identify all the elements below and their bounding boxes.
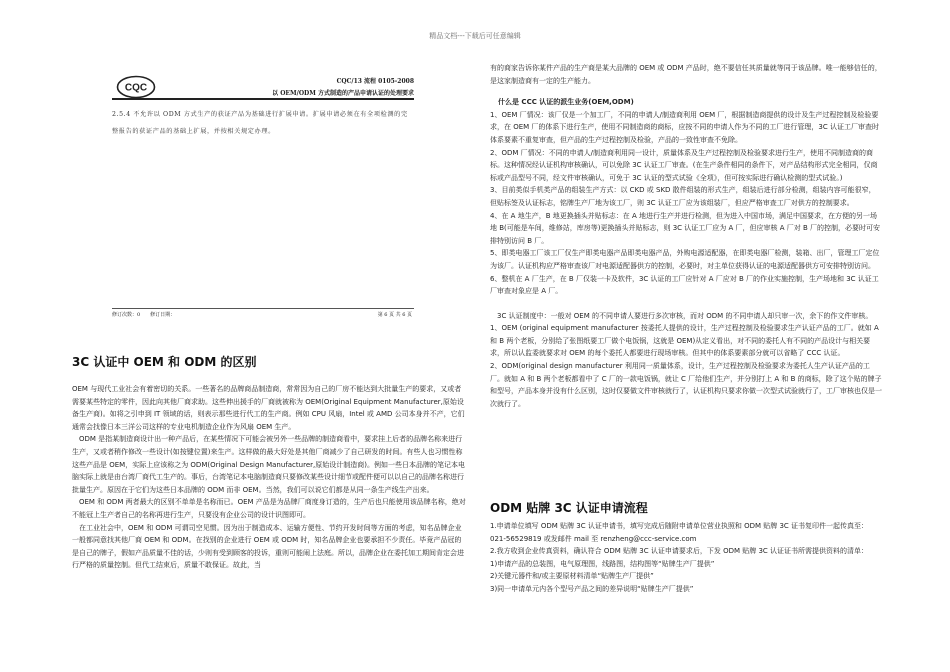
right-body [490, 62, 882, 410]
section-heading-oem-odm: 3C 认证中 OEM 和 ODM 的区别 [72, 355, 257, 369]
clause-2-5-4: 2.5.4 不允许以 ODM 方式生产的获证产品为基础进行扩展申请。扩展申请必须在有全项检测的完整报告的获证产品的基础上扩展，并按相关规定办理。 [112, 111, 408, 135]
left-body [72, 383, 467, 572]
footer-rule [112, 308, 414, 309]
page-number: 第 6 页 共 6 页 [377, 312, 412, 318]
step-item: 1.申请单位填写 ODM 贴牌 3C 认证申请书，填写完成后随附申请单位营业执照和 ODM 贴牌 3C 证书复印件一起传真至：021-56529819 或发邮件 mail 至 renzheng@ccc-service.com [490, 522, 869, 543]
paragraph: ODM 是指某制造商设计出一种产品后，在某些情况下可能会被另外一些品牌的制造商看中，要求挂上后者的品牌名称来进行生产，又或者稍作修改一些设计(如按键位置)来生产。这样做的最大好处是其他厂商减少了自己研发的时间。有些人也习惯性称这些产品是 OEM，实际上应该称之为 ODM(Original Design Manufacturer,原始设计制造商)。例如一些日本品牌的笔记本电脑实际上就是由台湾厂商代工生产的。事后，台湾笔记本电脑制造商只要修改某些设计细节或配件便可以以自己的品牌名称进行批量生产。原因在于它们为这些日本品牌的 ODM 而非 OEM。当然，我们可以说它们都是从同一条生产线生产出来。 [72, 435, 465, 494]
system-paragraph: 3C 认证制度中：一般对 OEM 的不同申请人要进行多次审核，而对 ODM 的不同申请人却只审一次，余下的作文件审核。 [497, 311, 873, 320]
definition-item: 1、OEM (original equipment manufacturer 按委托人提供的设计，生产过程控制及检验要求生产认证产品的工厂。就如 A 和 B 两个老板，分别给了张图纸要工厂做个电饭锅，这就是 OEM)从定义看出，对不同的委托人有不同的产品设计与相关要求，所以认监委就要求对 OEM 的每个委托人都要进行现场审核。但其中的体系要素部分就可以省略了 CCC 认证。 [490, 324, 879, 358]
list-item: 3、目前类似手机类产品的组装生产方式：以 CKD 或 SKD 散件组装的形式生产，组装后进行部分检测，组装内容可能很窄，但贴标签及认证标志，铭牌生产厂地为该工厂，则 3C 认证工厂应为该组装厂，但应严格审查工厂对供方的控制要求。 [490, 186, 876, 207]
list-item: 4、在 A 地生产，B 地更换插头并贴标志：在 A 地进行生产并进行检测，但为进入中国市场，满足中国要求，在方便的另一场地 B(可能是车间，维修站，库房等)更换插头并贴标志，则 3C 认证工厂应为 A 厂，但应审核 A 厂对 B 厂的控制，必要时可安排特别访问 B 厂。 [490, 211, 881, 245]
scanned-page [112, 68, 414, 326]
definition-item: 2、ODM(original design manufacturer 利用同一质量体系，设计，生产过程控制及检验要求为委托人生产认证产品的工厂。就如 A 和 B 两个老板都看中了 C 厂的一款电饭锅，就让 C 厂给他们生产，并分别打上 A 和 B 的商标，除了这个贴的牌子和型号，产品本身并没有什么区别，这时仅要做文件审核就行了，认证机构只要求你做一次型式试验就行了，工厂审核也仅是一次就行了。 [490, 362, 882, 408]
doc-code: CQC/13 流程 0105-2008 [336, 78, 414, 85]
process-steps [490, 520, 882, 596]
step-item: 3)同一申请单元内各个型号产品之间的差异说明“贴牌生产厂提供” [490, 584, 694, 593]
list-item: 2、ODM 厂情况：不同的申请人/制造商利用同一设计，质量体系及生产过程控制及检验要求进行生产，使用不同制造商的商标。这种情况经认证机构审核确认，可以免除 3C 认证工厂审查。(在生产条件相同的条件下，对产品结构形式完全相同，仅商标或产品型号不同，经文件审核确认，可免于 3C 认证的型式试验《全项》，但可按实际进行确认检测的型式试验。) [490, 148, 878, 182]
svg-text:CQC: CQC [124, 82, 148, 94]
list-item: 1、OEM 厂情况：该厂仅是一个加工厂，不同的申请人/制造商利用 OEM 厂，根据制造商提供的设计及生产过程控制及检验要求，在 OEM 厂的体系下进行生产，使用不同制造商的商标，应按不同的申请人作为不同的工厂进行管理，3C 认证工厂审查时体系要素不重复审查，但产品的生产过程控制及检验，产品的一致性审查不免除。 [490, 110, 879, 144]
watermark: 精品文档---下载后可任意编辑 [429, 32, 521, 40]
subheading-ccc-derived: 什么是 CCC 认证的派生业务(OEM,ODM) [498, 98, 634, 107]
step-item: 2.我方收到企业传真资料，确认符合 ODM 贴牌 3C 认证申请要求后，下发 ODM 贴牌 3C 认证证书所需提供资料的清单： [490, 547, 869, 556]
cqc-logo [116, 75, 156, 99]
paragraph: OEM 与现代工业社会有着密切的关系。一些著名的品牌商品制造商，常常因为自己的厂房不能达到大批量生产的要求，又或者需要某些特定的零件，因此向其他厂商求助。这些伸出援手的厂商就被称为 OEM(Original Equipment Manufacturer,原始设备生产商)。如将之引申到 IT 领域的话，则表示那些进行代工的生产商。例如 CPU 风扇，Intel 或 AMD 公司本身并不产，它们通常会找像日本三洋公司这样的专业电机制造企业作为风扇 OEM 生产。 [72, 385, 465, 431]
step-item: 1)申请产品的总装图，电气原理图，线路图，结构图等“贴牌生产厂提供” [490, 559, 715, 568]
list-item: 6、整机在 A 厂生产，在 B 厂仅装一卡及软件，3C 认证的工厂应针对 A 厂应对 B 厂的作业实施控制，生产场地和 3C 认证工厂审查对象应是 A 厂。 [490, 274, 879, 296]
step-item: 2)关键元器件和/或主要原材料清单“贴牌生产厂提供” [490, 572, 654, 581]
section-heading-odm-process: ODM 贴牌 3C 认证申请流程 [490, 501, 648, 515]
paragraph: OEM 和 ODM 两者最大的区别不单单是名称而已。OEM 产品是为品牌厂商度身订造的，生产后也只能使用该品牌名称，绝对不能冠上生产者自己的名称再进行生产，只要没有企业公司的设计识图即可。 [72, 498, 466, 519]
header-rule [112, 98, 414, 100]
doc-title: 以 OEM/ODM 方式制造的产品申请认证的处理要求 [272, 90, 414, 97]
paragraph: 在工业社会中，OEM 和 ODM 可谓司空见惯。因为出于制造成本、运输方便性、节约开发时间等方面的考虑，知名品牌企业一般都同意找其他厂商 OEM 和 ODM。在找别的企业进行 OEM 或 ODM 时，知名品牌企业也要承担不少责任。毕竟产品冠的是自己的牌子，假如产品质量不佳的话，少则有受到顾客的投诉，重则可能闹上法庭。所以，品牌企业在委托加工期间肯定会进行严格的质量控制。但代工结束后，质量不敢保证。故此，当 [72, 523, 464, 570]
list-item: 5、即类电器工厂该工厂仅生产即类电器产品即类电器产品，外购电源适配器，在即类电器厂检测，装箱、出厂，管理工厂定位为该厂。认证机构应严格审查该厂对电源适配器供方的控制，必要时，对主单位获得认证的电源适配器供方可安排特别访问。 [490, 249, 880, 270]
intro-paragraph: 有的商家告诉你某件产品的生产商是某大品牌的 OEM 或 ODM 产品时，绝不要信任其质量就等同于该品牌。唯一能够信任的，是这家制造商有一定的生产能力。 [490, 64, 882, 85]
revision-info: 修订次数：0 修订日期： [112, 312, 176, 318]
